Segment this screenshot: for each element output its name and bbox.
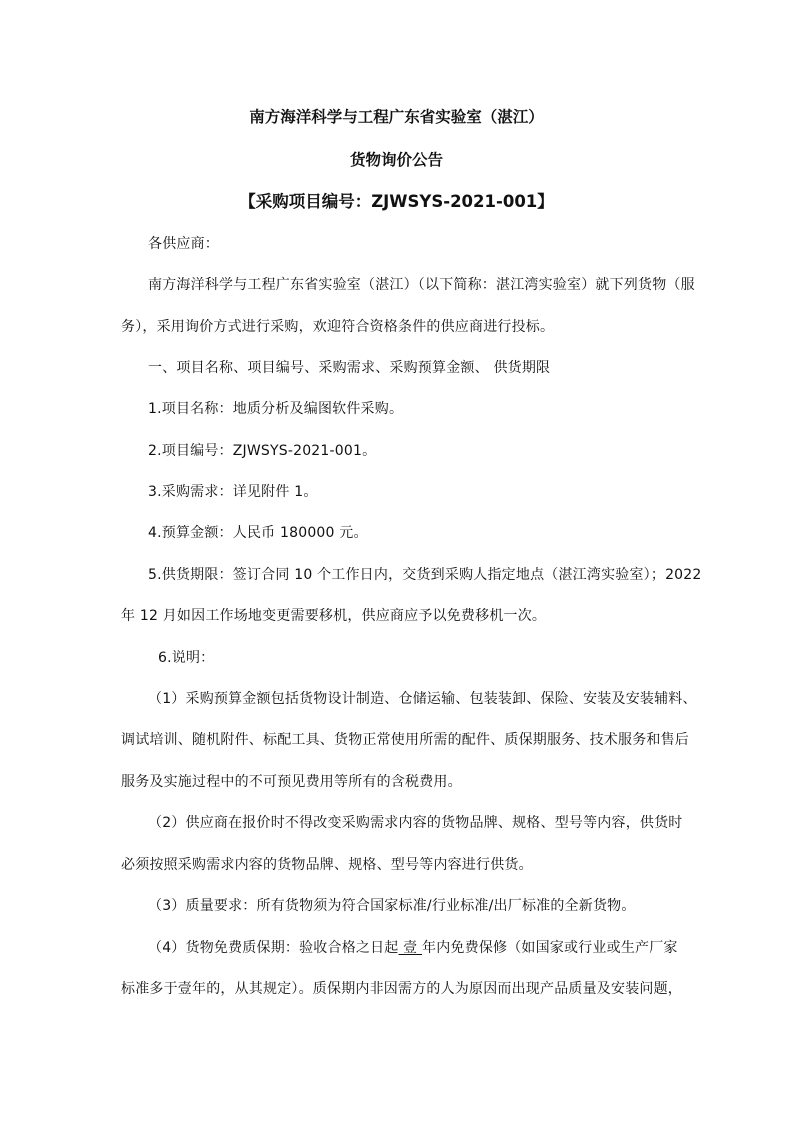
note-4 xyxy=(148,939,678,957)
section-heading: 一、项目名称、项目编号、采购需求、采购预算金额、 供货期限 xyxy=(148,360,551,376)
item-delivery-cont: 年 12 月如因工作场地变更需要移机，供应商应予以免费移机一次。 xyxy=(121,608,547,624)
greeting: 各供应商： xyxy=(148,236,219,252)
project-number-heading: 【采购项目编号：ZJWSYS-2021-001】 xyxy=(239,192,554,211)
note-4-cont: 标准多于壹年的，从其规定）。质保期内非因需方的人为原因而出现产品质量及安装问题， xyxy=(121,981,682,997)
document-subtitle: 货物询价公告 xyxy=(349,151,443,169)
document-title: 南方海洋科学与工程广东省实验室（湛江） xyxy=(249,108,544,126)
warranty-years: 壹 xyxy=(398,940,423,956)
item-delivery: 5.供货期限：签订合同 10 个工作日内，交货到采购人指定地点（湛江湾实验室）；2022 xyxy=(148,567,702,583)
item-budget: 4.预算金额：人民币 180000 元。 xyxy=(148,525,368,541)
intro-paragraph: 南方海洋科学与工程广东省实验室（湛江）（以下简称：湛江湾实验室）就下列货物（服 xyxy=(148,277,695,293)
note-4-text: （4）货物免费质保期：验收合格之日起 xyxy=(148,940,399,956)
note-4-text-rest: 年内免费保修（如国家或行业或生产厂家 xyxy=(422,940,678,956)
note-3: （3）质量要求：所有货物须为符合国家标准/行业标准/出厂标准的全新货物。 xyxy=(148,898,636,914)
item-project-name: 1.项目名称：地质分析及编图软件采购。 xyxy=(148,401,404,417)
item-requirements: 3.采购需求：详见附件 1。 xyxy=(148,484,318,500)
notes-heading: 6.说明： xyxy=(158,650,215,666)
note-1-cont: 服务及实施过程中的不可预见费用等所有的含税费用。 xyxy=(121,774,462,790)
note-2: （2）供应商在报价时不得改变采购需求内容的货物品牌、规格、型号等内容，供货时 xyxy=(148,815,683,831)
note-1-cont: 调试培训、随机附件、标配工具、货物正常使用所需的配件、质保期服务、技术服务和售后 xyxy=(121,732,689,748)
note-2-cont: 必须按照采购需求内容的货物品牌、规格、型号等内容进行供货。 xyxy=(121,857,533,873)
item-project-number: 2.项目编号：ZJWSYS-2021-001。 xyxy=(148,443,377,459)
note-1: （1）采购预算金额包括货物设计制造、仓储运输、包装装卸、保险、安装及安装辅料、 xyxy=(148,691,697,707)
intro-paragraph-cont: 务），采用询价方式进行采购，欢迎符合资格条件的供应商进行投标。 xyxy=(121,319,555,335)
